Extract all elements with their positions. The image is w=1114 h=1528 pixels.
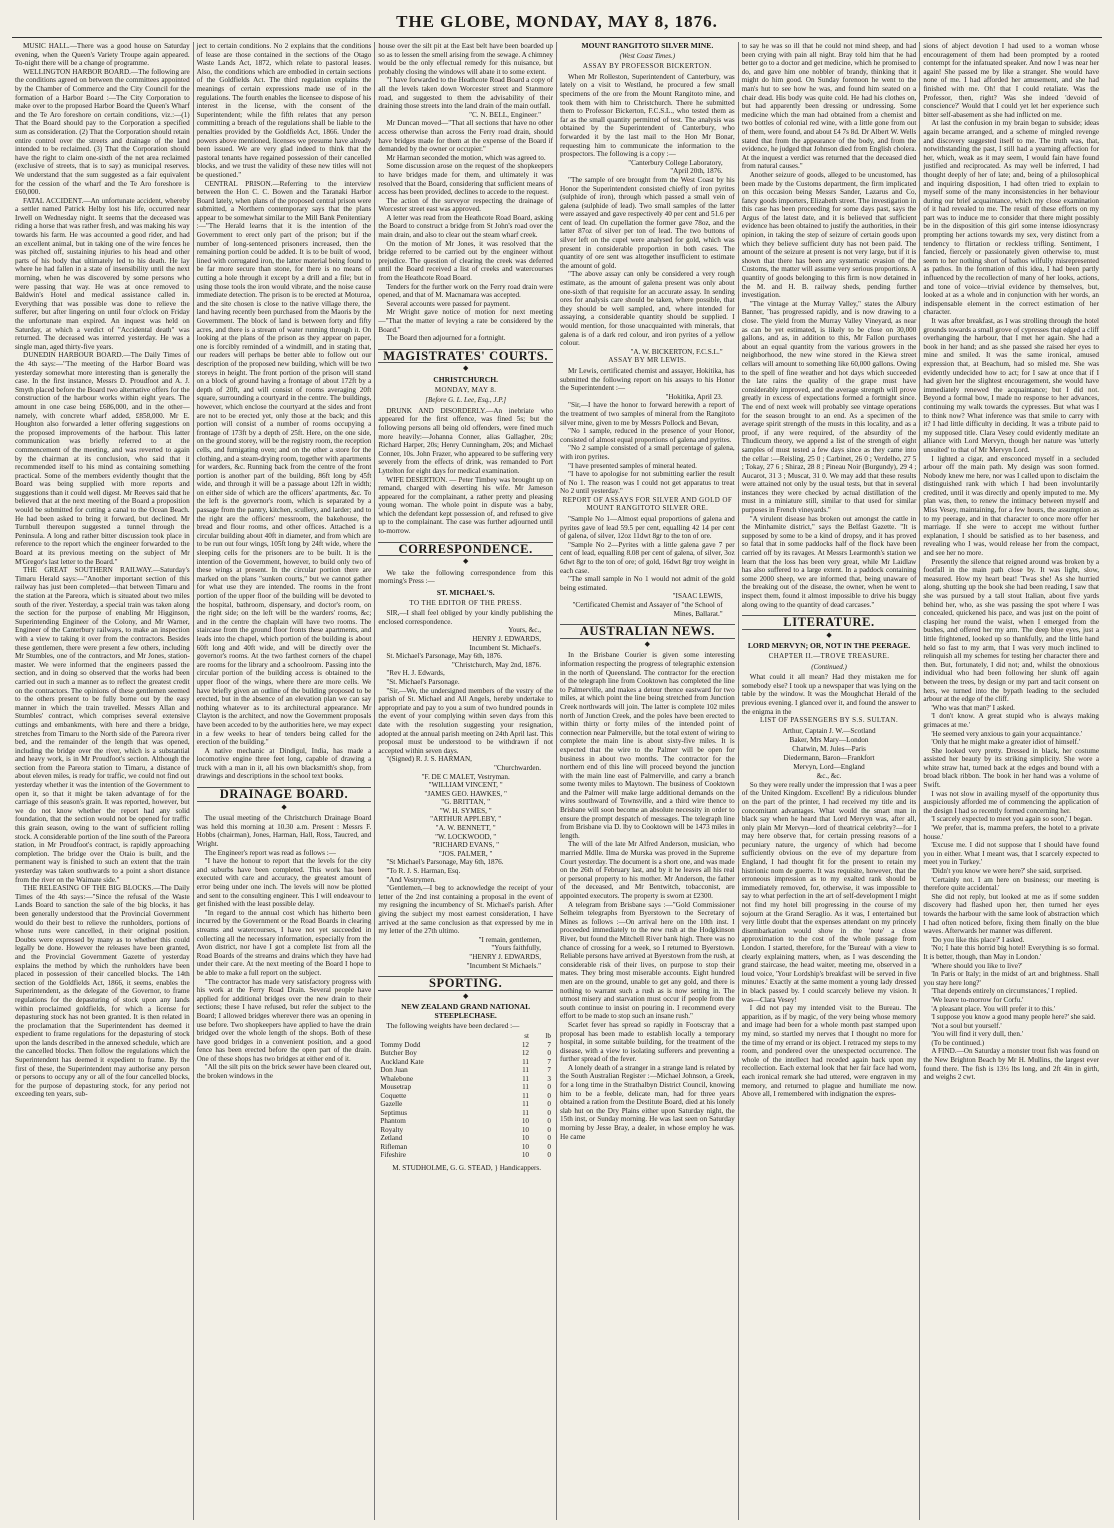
novel-para: I did not pay my intended visit to the Bureau. The apparition, as if by magic, of the very being whose memory and image had been for a whole month past stamped upon my mind, so startled my nerves that I thought no more for the time of my errand or its object. I retraced my steps to my room, and pondered over the unexpected occurrence. The whole of the intellect had receded again back upon my recollection. Each external look that her fair face had worn, each ironical remark she had uttered, were engraven in my memory, and returned to plague and humiliate me now. Above all, I remembered with indignation the expres-: [741, 1004, 917, 1099]
weights-cell-st: 10: [521, 1134, 530, 1143]
novel-para: A FIND.—On Saturday a monster trout fish was found on the New Brighton Beach by Mr H. Mullins, the largest ever found there. The fish is 13½ lbs long, and 2ft 4in in girth, and weighs 2 cwt.: [923, 1047, 1100, 1082]
novel-para: sions of abject devotion I had used to a woman whose encouragement of them had been prompted by a rooted contempt for the infatuated speaker. And now I was near her again! She passed me by like a stranger. She would have none of me. I had afforded her amusement, and she had finished with me. Oh! that I could retaliate. Was the Professor, then, right? Was she indeed 'devoid of conscience?' Would that I could yet let her experience such bitter self-abasement as she had inflicted on me.: [923, 42, 1100, 119]
article-native-mechanic: A native mechanic at Dindigul, India, has made a locomotive engine three feet long, capable of drawing a truck with a man in it, all his own blacksmith's shop, from drawings and descriptions in the school text books.: [196, 746, 372, 781]
weights-cell-st: 11: [522, 1083, 530, 1092]
drainage-para: "All the silt pits on the brick sewer have been cleared out, the broken windows in the: [196, 1063, 372, 1081]
court-bench: [Before G. L. Lee, Esq., J.P.]: [425, 396, 507, 405]
aus-para: Scarlet fever has spread so rapidly in Footscray that a proposal has been made to establish locally a temporary hospital, in some suitable building, for the treatment of the disease, with a view to isolating sufferers and preventing a further spread of the fever.: [560, 1020, 735, 1064]
drainage-para: A letter was read from the Heathcote Road Board, asking the Board to construct a bridge from St John's road over the main drain, and also to clear out the steam wharf creek.: [378, 213, 554, 240]
aus-para: "The vintage at the Murray Valley," states the Albury Banner, "has progressed rapidly, and is now drawing to a close. The yield from the Murray Valley Vineyard, as near as can be yet estimated, is likely to be close on 30,000 gallons, and as, in addition to this, Mr Fallon purchases about an equal quantity from the various growers in the neighborhood, the new wine stored in the Kiewa street cellars will amount to something like 60,000 gallons. Owing to the spell of fine weather and hot days which succeeded the late rains the quality of the grape must have considerably improved, and the average strength will prove greatly in excess of expectations formed a fortnight since. The end of next week will probably see vintage operations for the season brought to an end. As a specimen of the average spirit strength of the musts in this locality, and as a proof, if any were required, of the absurdity of the Thudicum theory, we append a list of the strength of eight samples of must tested a few days since as they came into the cellar :—Reisling, 25 0 ; Carbinet, 26 0 ; Verdelho, 27 5 ; Tokay, 27 6 ; Shiraz, 28 8 ; Pineau Noir (Burgundy), 29 4 ; Aucarot, 31 3 ; Muscat, 31 0. We may add that these results were attained not only by the usual tests, but that in several instances they were checked by actual distillation of the must in a miniature still, similar to that used for similar purposes in French vineyards.": [741, 299, 917, 515]
passenger-list: [742, 727, 917, 781]
novel-para: 'Didn't you know we were here?' she said, surprised.: [931, 867, 1082, 875]
mine-para: "Sir,—I have the honor to forward herewith a report of the treatment of two samples of mineral from the Rangitoto silver mine, given to me by Messrs Pollock and Bevan,: [560, 401, 735, 427]
drainage-para: Tenders for the further work on the Ferry road drain were opened, and that of M. Macnamara was accepted.: [378, 282, 554, 300]
novel-para: 'You will find it very dull, then.': [931, 1030, 1024, 1039]
columns: [12, 42, 1102, 1520]
weights-cell-st: 12: [521, 1049, 530, 1058]
mine-source: (West Coast Times.): [619, 51, 676, 60]
aus-para: Another seizure of goods, alleged to be uncustomed, has been made by the Customs department, the firm implicated on this occasion being Messrs Sander, Lazarus and Co, fancy goods importers, Elizabeth street. The investigation in this case has been proceeding for some days past, says the Argus of the latest date, and it is believed that sufficient evidence has been obtained to justify the authorities, in their opinion, in taking the step of seizure of certain goods upon which they believe sufficient duty has not been paid. The amount of the seizure at present is not very large, but if it is shown that there has been any systematic evasion of the Customs, the matter will assume very serious proportions. A quantity of goods belonging to this firm is now detained in the M. and H. B. railway sheds, pending further investigation.: [741, 170, 917, 300]
corr-para: "Christchurch, May 2nd, 1876.: [451, 660, 542, 669]
weights-cell-horse: Whalebone: [380, 1074, 414, 1083]
signer: "W. H. SYMES, ": [439, 806, 492, 815]
corr-para: SIR,—I shall feel obliged by your kindly publishing the enclosed correspondence.: [378, 609, 554, 626]
section-heading-literature: LITERATURE.: [742, 615, 917, 630]
novel-para: 'I suppose you know a good many people here?' she said.: [931, 1013, 1096, 1022]
weights-cell-lb: 0: [547, 1049, 552, 1058]
section-heading-sporting: SPORTING.: [378, 976, 553, 991]
signer-list: [378, 773, 553, 859]
weights-cell-st: 10: [521, 1151, 530, 1160]
mine-para: "The small sample in No 1 would not admit of the gold being estimated.: [560, 575, 735, 592]
drainage-para: The usual meeting of the Christchurch Drainage Board was held this morning at 10.30 a.m. Present : Messrs F. Hobbs (chairman), Jones, Harman, Hall, Ross, Taucred, and Wright.: [196, 814, 372, 849]
weights-row: [378, 1151, 553, 1160]
weights-row: [378, 1143, 553, 1152]
weights-row: [378, 1100, 553, 1109]
weights-cell-st: 11: [522, 1108, 530, 1117]
corr-para: "To R. J. S. Harman, Esq.: [386, 867, 461, 876]
mine-title: MOUNT RANGITOTO SILVER MINE.: [581, 42, 714, 50]
signer: "JAMES GEO. HAWKES, ": [424, 789, 507, 798]
drainage-para: The Engineer's report was read as follows :—: [204, 848, 336, 857]
passenger: Mervyn, Lord—England: [793, 762, 865, 771]
novel-continued: (Continued.): [811, 662, 847, 671]
masthead: [12, 8, 1102, 38]
weights-cell-st: 10: [521, 1125, 530, 1134]
aus-para: "A virulent disease has broken out amongst the cattle in the Minhamite district," says the Belfast Gazette. "It is supposed by some to be a kind of dropsy, and it has proved so fatal that in some paddocks half of the flock have been carried off by its ravages. At Messrs Learmonth's station we learn that the loss has been very great, while Mr Laidlaw has also suffered to a large extent. In a paddock containing some 2000 sheep, we are informed that, being unaware of the breaking out of the disease, the owner, when he went to inspect them, found it almost impossible to drive his buggy along owing to the quantity of dead carcases.": [741, 514, 917, 609]
weights-cell-st: 11: [522, 1057, 530, 1066]
weights-cell-lb: 0: [547, 1117, 552, 1126]
article-dunedin-harbour: DUNEDIN HARBOUR BOARD.—The Daily Times of the 4th says:—"The meeting of the Harbor Board was yesterday somewhat more interesting than is generally the case. In the first instance, Messrs D. Proudfoot and A. J. Smyth placed before the Board two alternative offers for the construction of the harbour works within eight years. The amount in one case being £686,000, and in the other—namely, with concrete wharf added, £858,000. Mr E. Houghton also forwarded a letter offering suggestions on the proposed improvements of the harbour. This latter communication was briefly referred to at the commencement of the meeting, and was reverted to again by the chairman at its conclusion, who said that it recommended itself to his mind as containing something practical. Some of the members evidently thought that the Board was being supplied with more reports and suggestions than it could well digest. Mr Reeves said that he believed that at the next meeting of the Board a proposition would be submitted for cutting a canal to the Ocean Beach. He had been asked to bring it forward, but declined. Mr Turnbull thereupon suggested a tunnel through the Peninsula. A long and rather bitter discussion took place in reference to the report which the engineer forwarded to the Board at its previous meeting on the subject of Mr M'Gregor's last letter to the Board.": [15, 351, 190, 566]
weights-row: [378, 1066, 553, 1075]
mine-para: "Sample No 2—Pyrites with a little galena gave 7 per cent of lead, equalling 8.08 per cent of galena, of silver, 3oz 6dwt 8gr to the ton of ore; of gold, 16dwt 8gr troy weight in each case.: [560, 540, 735, 575]
signer: "F. DE C MALET, Vestryman.: [421, 772, 510, 781]
column-2: [194, 42, 376, 1520]
novel-para: Presently the silence that reigned around was broken by a footfall in the main path close by. It was light, slow, measured. How my heart beat! 'Twas she! As she hurried along, shutting up the book she had been reading, I saw that she was pursued by a tall stout Italian, about five yards behind her, who, as she was passing the spot where I was concealed, quickened his pace, and was just on the point of clasping her round the waist, when I emerged from the bushes, and offered her my arm. The deep blue eyes, just a little frightened, looked up so thankfully, and the little hand held so fast to my arm, that I was very much inclined to relinquish all my schemes for testing her character there and then. But, fortunately, I did not; and, whilst the obnoxious individual who had been following her slunk off again between the trees, by design or my part and tacit consent on hers, we turned into the bypath leading to the secluded arbour at the edge of the cliff.: [923, 557, 1100, 704]
corr-para: "Churchwarden.: [493, 763, 542, 772]
signer: "A. W. BENNETT, ": [435, 824, 496, 833]
novel-para: 'That depends entirely on circumstances,' I replied.: [931, 987, 1078, 996]
aus-para: In the Brisbane Courier is given some interesting information respecting the progress of telegraphic extension in the north of Queensland. The contractor for the erection of the telegraph line from Cooktown has completed the line to Palmerville, and makes a detour thence eastward for two miles, at which point the line being stretched from Junction Creek northwards will join. The latter is complete 102 miles north of Junction Creek, and the poles have been erected to within thirty or forty miles of the intended point of connection near Palmerville, but the total extent of wiring to complete the main line is about sixty-five miles. It is expected that the wire to the Palmer will be open for business in about two months. The contractor for the northern end of this line will proceed beyond the junction with the main line east of Palmerville, and carry a branch some twenty miles to Maytown. The business of Cooktown and the Palmer will make large additional demands on the wires southward of Townsville, and a third wire thence to Brisbane will soon become an absolute necessity in order to ensure the prompt despatch of messages. The telegraph line from Brisbane via D. lby to Cooktown will be 1473 miles in length.: [560, 651, 735, 840]
weights-cell-st: 11: [522, 1100, 530, 1109]
mine-para: "Canterbury College Laboratory,: [628, 158, 723, 167]
weights-cell-horse: Coquette: [380, 1091, 407, 1100]
divider-ornament: ◆: [462, 364, 469, 373]
article-wellington-harbor: WELLINGTON HARBOR BOARD.—The following are the conditions agreed on between the committees appointed by the Chamber of Commerce and the City Council for the formation of a Harbor Board :—The City Corporation to make over to the proposed Harbor Board the Queen's Wharf and the Te Aro foreshore on certain conditions, viz.:—(1) That the Board should pay to the Corporation a specified sum as consideration. (2) That the Corporation should retain entire control over the streets and drainage of the land intended to be reclaimed. (3) That the Corporation should have the right to claim one-sixth of the net area reclaimed (exclusive of streets, that is to say) as municipal reserves. We understand that the sum suggested as a fair equivalent for the cession of the wharf and the Te Aro foreshore is £60,000.: [15, 67, 190, 197]
signer: "WILLIAM VINCENT, ": [428, 781, 503, 790]
sport-intro: The following weights have been declared :—: [386, 1021, 520, 1030]
weights-cell-lb: 0: [547, 1083, 552, 1092]
drainage-para: "I have the honour to report that the levels for the city and suburbs have been completed. This work has been executed with care and accuracy, the greatest amount of error being under one inch. The levels will now be plotted and sent to the consulting engineer. This I will endeavour to get finished with the least possible delay.: [196, 857, 372, 909]
corr-para: "St Michael's Parsonage, May 6th, 1876.: [386, 858, 504, 867]
section-heading-australian-news: AUSTRALIAN NEWS.: [560, 624, 735, 639]
weights-row: [378, 1109, 553, 1118]
divider-ornament: ◆: [281, 802, 287, 811]
article-southern-railway: THE GREAT SOUTHERN RAILWAY.—Saturday's Timaru Herald says:—"Another important section of this railway has just been completed—that between Timaru and the station at the Pareora, which is situated about two miles south of the river. Yesterday, a special train was taken along the section for the purpose of enabling Mr Higginson, Superintending Engineer of the Colony, and Mr Warner, Engineer of the Canterbury railways, to make an inspection with a view to taking it over from the contractors. Besides these gentlemen, there were present a few others, including Mr Stumbles, one of the contractors, and Mr Jones, station-master. We were informed that the engineers passed the section, and in doing so observed that the works had been carried out in such a manner as to reflect the greatest credit on the contractors. The opinions of these gentlemen seemed to the others present to be fully borne out by the easy manner in which the train travelled. Messrs Allan and Stumbles' contract, which comprises several extensive cuttings and embankments, with here and there a bridge, stretches from Timaru to the North side of the Pareora river bed, and the remainder of the length that was opened, including the bridge over the river, which is a substantial and heavy work, is in Mr Proudfoot's section. Although the section from the Pareora station to Timaru, a distance of about eleven miles, is ready for traffic, we could not find out yesterday whether it was the intention of the Government to open it, so that it might be taken advantage of for the carriage of this season's grain. It was reported, however, but we do not know whether the report had any solid foundation, that the section would not be opened for traffic this grain season, owing to the want of sufficient rolling stock. A considerable portion of the line south of the Pareora station, in Mr Proudfoot's contract, is rapidly approaching completion. The bridge over the Otaio is built, and the permanent way is finished to such an extent that the train yesterday was taken southwards to a point a short distance from the river on the Waimate side.": [15, 566, 190, 884]
corr-para: "HENRY J. EDWARDS,: [469, 952, 542, 961]
mine-para: "No 2 sample consisted of a small percentage of galena, with iron pyrites.: [560, 444, 735, 461]
weights-col-lb: lb: [545, 1032, 552, 1041]
novel-para: 'In Paris or Italy; in the midst of art and brightness. Shall you stay here long?': [923, 970, 1100, 987]
novel-para: 'We leave to-morrow for Corfu.': [931, 995, 1024, 1004]
passenger: Arthur, Captain J. W.—Scotland: [782, 726, 876, 735]
novel-para: 'Do you like this place?' I asked.: [931, 935, 1025, 944]
drainage-para: The action of the surveyor respecting the drainage of Worcester street east was approved.: [378, 196, 554, 214]
divider-ornament: ◆: [462, 991, 469, 1000]
corr-para: "(Signed) R. J. S. HARMAN,: [386, 755, 472, 764]
novel-para: 'No; I hate this horrid big hotel! Everything is so formal. It is better, though, than May in London.': [923, 944, 1100, 961]
weights-row: [378, 1058, 553, 1067]
novel-para: 'Certainly not. I am here on business; our meeting is therefore quite accidental.': [923, 875, 1100, 893]
article-central-prison: CENTRAL PRISON.—Referring to the interview between the Hon C. C. Bowen and the Taranaki Harbor Board lately, when plans of the proposed central prison were submitted, a Northern contemporary says that the plans appear to be somewhat similar to the Mill Bank Penitentiary :—"The Herald learns that it is the intention of the Government to erect only part of the prison; but if the number of long-sentenced prisoners increased, then the remaining portion could be added. It is to be built of wood, lined with corrugated iron, the latter material being found to be far more secure than stone, for there is no means of cutting a hole through it except by a drill and a file; but in using those tools the iron would vibrate, and the noise cause immediate detection. The prison is to be erected at Moturoa, and the site chosen is close to the native village there, the land having recently been purchased from the Maoris by the Government. The block of land is between forty and fifty acres, and there is a stream of water running through it. On looking at the plans of the prison as they appear on paper, one is forcibly reminded of a windmill, and in stating that, our readers will perhaps be better able to follow out our description of the proposed new building, which will be two storeys in height. The front portion of the prison will stand on a block of ground having a frontage of about 172ft by a depth of 20ft, and will consist of rooms averaging 20ft square, surrounding a courtyard in the centre. The buildings, however, which enclose the courtyard at the sides and front are not to be erected yet, only those at the back; and this portion will consist of a number of rooms occupying a frontage of 173ft by a depth of 25ft. Here, on the one side, on the ground storey, will be the registry room, the reception cells, and fumigating oven; and on the other a store for the clothing, and a steam-drying room, together with apartments for warders, &c. Running back from the centre of the front portion is another part of the building, 86ft long by 45ft wide, and through it will be a passage about 12ft in width; on either side of which are the officers' apartments, &c. To the left is the governor's room, which is separated by a passage from the pantry, kitchen, scullery, and larder; and to the right are the officers' messroom, the bakehouse, the bread and flour rooms, and other offices. Attached is a circular building about 40ft in diameter, and from which are to be run out four wings, 105ft long by 24ft wide, where the sleeping cells for the prisoners are to be built. It is the intention of the Government, however, to build only two of these wings at present. In the circular portion there are marked on the plans "sunken courts," but we cannot gather for what use they are intended. The rooms in the front portion of the upper floor of the building will be devoted to the hospital, bathroom, dispensary, and doctor's room, on the right side; on the left will be the warders' rooms, &c; and in the centre the chaplain will have two rooms. The staircase from the ground floor fronts these apartments, and leads into the chapel, which portion of the building is about 60ft long and 40ft wide, and will be directly over the governor's rooms. At the two farthest corners of the chapel are rooms for the library and a schoolroom. Passing into the circular portion of the building access is obtained to the upper floor of the wings, where there are more cells. We have briefly given an outline of the building proposed to be erected, but in the absence of an elevation plan we can say nothing whatever as to its architectural appearance. Mr Clayton is the architect, and now the Government proposals have been acceded to by the authorities here, we may expect in a few weeks to hear of tenders being called for the erection of the building.": [196, 179, 372, 747]
court-case: WIFE DESERTION. — Peter Timbey was brought up on remand, charged with deserting his wife. Mr Jameson appeared for the complainant, a rather pretty and pleasing young woman. The whole point in dispute was a baby, which the defendant kept possession of, and refused to give up to the complainant. The case was further adjourned until to-morrow.: [378, 475, 554, 536]
weights-table: [378, 1032, 553, 1160]
section-heading-correspondence: CORRESPONDENCE.: [378, 542, 553, 557]
drainage-para: "I have forwarded to the Heathcote Road Board a copy of all the levels taken down Worcester street and Stanmore road, and suggested to them the advisability of their draining those streets into the land drain of the main outfall.: [378, 76, 554, 111]
drainage-para: The Board then adjourned for a fortnight.: [386, 334, 506, 343]
weights-cell-lb: 0: [547, 1125, 552, 1134]
weights-cell-horse: Mousetrap: [380, 1083, 412, 1092]
corr-para: Incumbent St. Michael's.: [469, 643, 542, 652]
novel-para: She looked very pretty. Dressed in black, her costume assisted her beauty by its striking simplicity. She wore a white straw hat, turned back at the edges and bound with a broad black ribbon. The book in her hand was a volume of Swift.: [923, 746, 1100, 790]
weights-cell-horse: Phantom: [380, 1117, 406, 1126]
mine-para: "Certificated Chemist and Assayer of "the School of Mines, Ballarat.": [572, 601, 723, 618]
weights-row: [378, 1083, 553, 1092]
corr-heading: ST. MICHAEL'S.: [436, 588, 495, 598]
signature: "C. N. BELL, Engineer.": [469, 110, 542, 119]
mine-assay-heading: ASSAY BY PROFESSOR BICKERTON.: [582, 62, 712, 71]
weights-cell-horse: Auckland Kate: [380, 1057, 424, 1066]
corr-para: "Incumbent St Michaels.": [466, 961, 542, 970]
weights-col-st: st: [524, 1032, 530, 1041]
signer: "G. BRITTAN, ": [441, 798, 491, 807]
corr-para: Yours, &c.,: [508, 626, 542, 635]
corr-para: "Yours faithfully,: [491, 944, 542, 953]
corr-intro: We take the following correspondence from this morning's Press :—: [378, 568, 554, 586]
novel-para: 'Who was that man?' I asked.: [931, 703, 1015, 712]
weights-row: [378, 1075, 553, 1084]
weights-cell-horse: Zetland: [380, 1134, 403, 1143]
aus-para: A lonely death of a stranger in a strange land is related by the South Australian Register :—Michael Johnson, a Greek, for a long time in the Strathalbyn District Council, knowing him to be a feeble, delicate man, had for three years obtained a ration from the Destitute Board, died at his lonely slab hut on the Dry Plains either upon Saturday night, the 15th inst, or Sunday morning. He was last seen on Saturday morning by Jesse Bray, a dealer, in whose employ he was. He came: [560, 1063, 735, 1141]
mine-para: "April 20th, 1876.: [670, 167, 723, 176]
section-heading-drainage: DRAINAGE BOARD.: [197, 787, 372, 802]
novel-para: 'A pleasant place. You will prefer it to this.': [931, 1004, 1056, 1013]
weights-header: [378, 1032, 553, 1041]
column-5: [739, 42, 921, 1520]
novel-para: 'I don't know. A great stupid who is always making grimaces at me.': [923, 712, 1100, 729]
aus-para: A telegram from Brisbane says :—"Gold Commissioner Selheim telegraphs from Byerstown to the Secretary of Mines as follows :—On arrival here on the 10th inst. I proceeded immediately to the new rush at the Hodgkinson River, but found the Mitchell River bank high. There was no chance of crossing for a week, so I returned to Byerstown. Reliable persons have arrived at Byerstown from the rush, at considerable risk of their lives, on purpose to stop their mates. They bring most miserable accounts. Eight hundred men are on the ground, unable to get any gold, and there is nothing to warrant such a rush as is now setting in. The utmost misery and starvation must occur if people from the south continue to insist on pouring in. I recommend every effort to be made to stop such an insane rush.": [560, 900, 735, 1021]
weights-cell-lb: 0: [547, 1142, 552, 1151]
novel-para: So they were really under the impression that I was a peer of the United Kingdom. Excellent! By a ridiculous blunder on the part of the printer, I had received my title and its concomitant advantages. What would the smart man in black say when he heard that Lord Mervyn was, after all, only plain Mr Mervyn—lord of theatrical celebrity?—for I may here observe that, for certain pressing reasons of a pecuniary nature, the urgency of which had become sufficiently obvious on the eve of my departure from England, I had thought fit for the present to retain my histrionic nom de guerre. It was requisite, however, that the erroneous impression as to my exalted rank should be immediately removed, for, otherwise, it was impossible to say to what perfection in the art of self-development I might not find my hotel bill progressing in the course of my sojourn at the Grand Seraglio. As it was, I entertained but very little doubt that the expenses attendant on my princely disembarkation would show in the 'note' a close approximation to the cost of the whole passage from London. I started, therefore, for the 'Bureau' with a view to clearly explaining matters, when, as I was descending the grand staircase, the head waiter, meeting me, observed in a loud voice, 'Your Lordship's breakfast will be served in five minutes.' Exactly at the same moment a young lady dressed in black passed by. I could scarcely believe my vision. It was—Clara Vesey!: [741, 780, 917, 1004]
weights-row: [378, 1041, 553, 1050]
corr-para: "St. Michael's Parsonage.: [386, 677, 460, 686]
weights-cell-lb: 0: [547, 1100, 552, 1109]
mine-report-heading: REPORT OF ASSAYS FOR SILVER AND GOLD OF MOUNT RANGITOTO SILVER ORE.: [562, 495, 733, 513]
corr-to: TO THE EDITOR OF THE PRESS.: [409, 598, 522, 607]
column-6: [920, 42, 1102, 1520]
weights-cell-st: 11: [522, 1091, 530, 1100]
mine-para: "Sample No 1—Almost equal proportions of galena and pyrites gave of lead 59.5 per cent, equalling 42 14 per cent of galena, of silver, 12oz 11dwt 8gr to the ton of ore.: [560, 515, 735, 541]
drainage-para: Mr Duncan moved—"That all sections that have no other access otherwise than across the Ferry road drain, should have bridges made for them at the expense of the Board if demanded by the owner or occupier.": [378, 119, 554, 154]
weights-cell-lb: 0: [547, 1108, 552, 1117]
novel-para: 'He seemed very anxious to gain your acquaintance.': [931, 729, 1083, 738]
corr-para: "And Vestrymen.: [386, 875, 436, 884]
mine-para: "ISAAC LEWIS,: [672, 592, 723, 601]
novel-title: LORD MERVYN; OR, NOT IN THE PEERAGE.: [747, 641, 911, 651]
weights-cell-lb: 0: [547, 1091, 552, 1100]
mine-para: "I have to apologise for not submitting earlier the result of No 1. The reason was I could not get apparatus to treat No 2 until yesterday.": [560, 470, 735, 496]
column-4: [557, 42, 739, 1520]
novel-para: 'Where should you like to live?': [931, 961, 1023, 970]
court-case: DRUNK AND DISORDERLY.—An inebriate who appeared for the first offence, was fined 5s; but the following persons all being old offenders, were fined much more heavily:—Johanna Conner, alias Gallagher, 20s; Richard Harper, 20s; Henry Cunningham, 20s; and Michael Conner, 10s. John Frazer, who appeared to be suffering very severely from the effects of drink, was remanded to Port Lyttelton for eight days for medical examination.: [378, 406, 554, 475]
drainage-para: Mr Wright gave notice of motion for next meeting—"That the matter of levying a rate be considered by the Board.": [378, 308, 554, 334]
mine-assay-heading: ASSAY BY MR LEWIS.: [608, 356, 687, 365]
novel-para: 'I scarcely expected to meet you again so soon,' I began.: [931, 815, 1093, 824]
weights-cell-horse: Gazelle: [380, 1100, 403, 1109]
weights-cell-lb: 7: [547, 1057, 552, 1066]
aus-para: The will of the late Mr Alfred Anderson, musician, who married Mdlle. Ilma de Murska was proved in the Supreme Court yesterday. The document is a short one, and was made on the 26th of February last, and by it he leaves all his real or personal property to his mother. Mr Anderson, the father of the deceased, and Mr Bentwitch, tobacconist, are appointed executors. The property is sworn at £2300.: [560, 840, 735, 900]
weights-cell-horse: Fifeshire: [380, 1151, 406, 1160]
drainage-para: Some discussion arose on the request of the shopkeepers to have bridges made for them, and ultimately it was resolved that the Board, considering that sufficient means of access has been provided, declines to accede to the request.: [378, 162, 554, 197]
weights-cell-horse: Tommy Dodd: [380, 1040, 421, 1049]
novel-para: She did not reply, but looked at me as if some sudden discovery had flashed upon her, then turned her eyes towards the harbour with the same look of abstraction which I had often noticed before, fixing them finally on the blue waves. Afterwards her manner was different.: [923, 892, 1100, 936]
novel-para: 'Not a soul but yourself.': [931, 1021, 1002, 1030]
section-heading-magistrates: MAGISTRATES' COURTS.: [378, 349, 553, 364]
article-big-blocks: THE RELEASING OF THE BIG BLOCKS.—The Daily Times of the 4th says:—"Since the refusal of the Waste Lands Board to sanction the sale of the big blocks, it has been generally understood that the Provincial Government would do their best to relieve the runholders, portions of whose runs were cancelled, in their original position. Doubts were expressed by many as to whether this could legally be done. However the releases have been granted, and the Provincial Government Gazette of yesterday explains the method by which the runholders have been placed in possession of their cancelled blocks. The 14th section of the Goldfields Act, 1866, it seems, enables the Superintendent, as the delegate of the Governor, to frame regulations for the depasturing of stock upon any lands within proclaimed goldfields, for which a license for depasturing stock has not been granted. It is then related in the proclamation that the Superintendent has deemed it expedient to frame regulations for the depasturing of stock upon the lands described in the annexed schedule, which are the cancelled blocks. Then follow the regulations which the Superintendent has deemed it expedient to frame. By the first of these, the Superintendent may authorise any person or persons to occupy any or all of the four cancelled blocks, for the purpose of depasturing stock, for any period not exceeding ten years, sub-: [15, 884, 190, 1099]
drainage-para: "In regard to the annual cost which has hitherto been incurred by the Government or the Road Boards in clearing streams and watercourses, I have not yet succeeded in collecting all the necessary information, especially from the Avon district, nor have I got a complete list from all the Road Boards of the streams and drains which they have had under their care. At the next meeting of the Board I hope to be able to make a full report on the subject.: [196, 908, 372, 977]
weights-cell-horse: Don Juan: [380, 1066, 408, 1075]
signer: "ARTHUR APPLEBY, ": [430, 815, 502, 824]
weights-row: [378, 1049, 553, 1058]
mine-para: "The sample of ore brought from the West Coast by his Honor the Superintendent consisted chiefly of iron pyrites (sulphide of iron), through which passed a small vein of galena (sulphide of lead). Two small samples of the latter were assayed and gave respectively 40 per cent and 51.6 per cent of lead. On cupellation the former gave 78oz, and the latter 87oz of silver per ton of lead. The two buttons of silver left on the cupel were analysed for gold, which was present in considerable proportion in both cases. The quantity of ore sent was altogether insufficient to estimate the amount of gold.: [560, 175, 735, 270]
divider-ornament: ◆: [826, 630, 832, 639]
novel-para: 'Only that he might make a greater idiot of himself.': [931, 738, 1081, 747]
novel-para: (To be continued.): [931, 1038, 985, 1047]
page-title: THE GLOBE, MONDAY, MAY 8, 1876.: [396, 12, 718, 31]
weights-cell-horse: Royalty: [380, 1125, 404, 1134]
drainage-para: house over the silt pit at the East belt have been boarded up so as to lessen the smell arising from the sewage. A chimney would be the only effectual remedy for this nuisance, but probably closing the windows will abate it to some extent.: [378, 42, 554, 76]
novel-para: 'Excuse me. I did not suppose that I should have found you in either. What I meant was, that I scarcely expected to meet you in Turkey.': [923, 841, 1100, 867]
novel-para: At last the confusion in my brain began to subside; ideas again became arranged, and a scheme of mingled revenge and discovery suggested itself to me. The truth was, that, notwithstanding the past, I still had a yearning affection for her, which, weak as it may seem, I would fain have found justified and reciprocated. As may well be inferred, I had thought deeply of her of late; and, being of a philosophical and inquiring disposition, I had often tried to explain to myself some of the many inconsistencies in her behaviour during our brief acquaintance, which my close examination of it had revealed to me. The result of these efforts on my part was to induce me to consider that there might possibly be in the disposition of this girl some intense idiosyncrasy prompting her actions towards my sex, very distinct from a tendency to flirtation or reckless trifling. Sentiment, I fancied, fiercely or passionately given otherwise to, must seem to her nothing short of bathos wilfully misrepresented as pathos. In the formation of this idea, I had been partly influenced by the recollection of many of her looks, actions, and tone of voice—trivial evidence by themselves, but, looked at as a whole and in conjunction with her words, an indispensable element in the correct estimation of her character.: [923, 119, 1100, 317]
weights-cell-horse: Butcher Boy: [380, 1049, 417, 1058]
weights-cell-lb: 0: [547, 1134, 552, 1143]
mine-para: Mr Lewis, certificated chemist and assayer, Hokitika, has submitted the following report on his assays to his Honor the Superintendent :—: [560, 366, 735, 393]
divider-ornament: ◆: [644, 639, 651, 648]
drainage-para: "The contractor has made very satisfactory progress with his work at the Ferry Road Drain. Several people have applied for additional bridges over the new drain to their sections; these I have refused, but refer the subject to the Board; I allowed bridges wherever there was an opening in use before. Two shopkeepers have applied to have the drain bridged over the whole length of the shops. Both of these have good bridges in a convenient position, and a good fence has been erected before the open part of the drain. One of these shops has two bridges at either end of it.: [196, 977, 372, 1063]
mine-para: When Mr Rolleston, Superintendent of Canterbury, was lately on a visit to Westland, he procured a few small specimens of the ore from the Mount Rangitoto mine, and took them with him to Christchurch. There he submitted them to Professor Bickerton, F.C.S.L., who tested them as far as the small quantity permitted of test. The analysis was obtained by the Superintendent of Canterbury, who forwarded it by the last mail to the Hon Mr Bonar, requesting him to communicate the information to the prospectors. The following is a copy :—: [560, 72, 735, 159]
weights-cell-st: 11: [522, 1074, 530, 1083]
novel-para: What could it all mean? Had they mistaken me for somebody else? I took up a newspaper that was lying on the table by the window. It was the Moughchat Herald of the previous evening. I glanced over it, and found the answer to the enigma in the: [741, 673, 917, 716]
signer: "RICHARD EVANS, ": [432, 841, 499, 850]
weights-cell-horse: Rifleman: [380, 1142, 408, 1151]
passenger-list-heading: LIST OF PASSENGERS BY S.S. SULTAN.: [759, 716, 899, 725]
divider-ornament: ◆: [462, 557, 469, 566]
sport-heading: NEW ZEALAND GRAND NATIONAL STEEPLECHASE.: [401, 1002, 531, 1020]
drainage-para: Several accounts were passed for payment.: [386, 299, 511, 308]
novel-para: 'We prefer, that is, mamma prefers, the hotel to a private house.': [923, 824, 1100, 841]
signer: "W. LOCKWOOD, ": [435, 832, 497, 841]
mine-para: "Hokitika, April 23.: [665, 392, 723, 401]
novel-para: It was after breakfast, as I was strolling through the hotel grounds towards a small grove of cypresses that edged a cliff overhanging the harbour, that I met her again. She had a book in her hand; and as she passed she raised her eyes to mine and smiled. It was the same ironical, amused expression that, at Beachum, had so misled me. She was evidently undecided how to act; for I saw at once that if I had given her the slightest encouragement, she would have immediately renewed the acquaintance; but I did not. Beyond a formal bow, I made no response to her advances, continuing my walk towards the cypresses. But what was I to think now? What inference was that smile to carry with it? I had little difficulty in deciding. It was a tribute paid to my supposed title. Clara Vesey could evidently meditate an alliance with Lord Mervyn, though her nature was 'utterly unsuited' to that of Mr Mervyn Lord.: [923, 317, 1100, 454]
court-place: CHRISTCHURCH.: [433, 374, 499, 384]
article-big-blocks-cont: ject to certain conditions. No 2 explains that the conditions of lease are those contained in the sections of the Otago Waste Lands Act, 1872, which relate to pastoral leases. Also, the conditions which are embodied in certain sections of the Goldfields Act. The third regulation explains the meanings of certain expressions made use of in the regulations. The fourth enables the licensee to dispose of his interest in the license, with the consent of the Superintendent; while the fifth relates that any person committing a breach of the regulations shall be liable to the penalties provided by the Goldfields Act, 1866. Under the powers above mentioned, licenses we presume have already been issued. We are very glad indeed to think that the pastoral tenants have regained possession of their cancelled blocks, and we trust the validity of these new titles will not be questioned.": [196, 42, 372, 179]
column-1: [12, 42, 194, 1520]
corr-para: St. Michael's Parsonage, May 6th, 1876.: [386, 652, 503, 661]
weights-cell-lb: 3: [547, 1074, 552, 1083]
novel-para: I was not slow in availing myself of the opportunity thus auspiciously afforded me of commencing the application of the design I had so recently formed concerning her.: [923, 789, 1100, 815]
mine-para: "A. W. BICKERTON, F.C.S.L.": [630, 347, 723, 356]
weights-row: [378, 1126, 553, 1135]
passenger: Baker, Mrs Mary—London: [789, 735, 869, 744]
corr-para: "I remain, gentlemen,: [478, 935, 542, 944]
passenger: Chatwin, M. Jules—Paris: [792, 744, 866, 753]
mine-para: "The above assay can only be considered a very rough estimate, as the amount of galena present was only about one-sixth of that requisite for an accurate assay. In sending ores for analysis care should be taken, where possible, that they should be well sampled, and, where intended for assaying, a considerable quantity should be supplied. I would mention, for those unacquainted with minerals, that galena is of a dark red colour, and iron pyrites of a yellow colour.: [560, 270, 735, 348]
weights-cell-st: 10: [521, 1117, 530, 1126]
mine-para: "I have presented samples of mineral heated.: [568, 461, 697, 470]
corr-para: "Rev H. J. Edwards,: [386, 669, 445, 678]
aus-para: to say he was so ill that he could not mind sheep, and had been crying with pain all night. Bray told him that he had better go to a doctor and get medicine, which he promised to do, and gave him one nobbler of brandy, thinking that it might do him good. On Sunday forenoon he went to the man's hut to see how he was, and found him seated on a chair dead. His body was quite cold. He had his clothes on, but had apparently been dressing or undressing. Some medicine which the man had obtained from a chemist and two bottles of colonial red wine, with a little gone from out of them, were found, and about £4 7s 8d. Dr Albert W. Wells stated that from the appearance of the body, and from the evidence, he judged that Johnson died from English cholera. At the inquest a verdict was returned that the deceased died from natural causes.": [741, 42, 917, 171]
drainage-para: Mr Harman seconded the motion, which was agreed to.: [386, 153, 546, 162]
weights-cell-st: 11: [522, 1066, 530, 1075]
weights-cell-lb: 0: [547, 1151, 552, 1160]
novel-chapter: CHAPTER II.—TROVE TREASURE.: [768, 651, 890, 660]
drainage-para: On the motion of Mr Jones, it was resolved that the bridge referred to be carried out by the engineer without prejudice. The question of clearing the creek was deferred until the Board received a list of creeks and watercourses from the Heathcote Road Board.: [378, 239, 554, 283]
weights-cell-lb: 7: [547, 1040, 552, 1049]
handicappers: M. STUDHOLME, G. G. STEAD, } Handicappers.: [392, 1163, 542, 1172]
weights-cell-st: 12: [521, 1040, 530, 1049]
passenger: &c., &c.: [816, 771, 842, 780]
mine-para: "No 1 sample, reduced in the presence of your Honor, consisted of almost equal proportions of galena and pyrites.: [560, 427, 735, 444]
corr-para: HENRY J. EDWARDS,: [472, 635, 542, 643]
weights-row: [378, 1134, 553, 1143]
article-fatal-accident: FATAL ACCIDENT.—An unfortunate accident, whereby a settler named Patrick Helby lost his life, occurred near Irwell on Wednesday night. It seems that the deceased was riding a horse that was rather fresh, and was making his way towards his farm. He was accounted a good rider, and had an excellent animal, but in taking one of the wire fences he was pitched off, sustaining injuries to his head and other parts of his body that ultimately led to his death. He lay where he had fallen in a state of insensibility until the next morning, when he was discovered by some persons who were passing that way. He was at once removed to Baldwin's Hotel and medical assistance called in. Everything that was possible was done to relieve the sufferer, but after lingering on until four o'clock on Friday the unfortunate man expired. An inquest was held on Saturday, at which a verdict of "Accidental death" was returned. The deceased was interred yesterday. He was a single man, aged thirty-five years.: [15, 196, 190, 351]
weights-cell-lb: 7: [547, 1066, 552, 1075]
weights-row: [378, 1117, 553, 1126]
signer: "JOS. PALMER, ": [438, 849, 493, 858]
novel-para: I lighted a cigar, and ensconced myself in a secluded arbour off the main path. My design was soon formed. Nobody knew me here, nor was I called upon to disclaim the distinguished rank with which I had been involuntarily credited, until it was directly and openly imputed to me. My plan was, then, to renew the intimacy between myself and Miss Vesey, maintaining, for a few hours, the assumption as to my peerage, and in that character to once more offer her marriage. If she were to accept me without further explanation, I should be satisfied as to her baseness, and revealing who I was, would release her from the compact, and see her no more.: [923, 454, 1100, 558]
weights-cell-horse: Septimus: [380, 1108, 408, 1117]
passenger: Diedermann, Baron—Frankfort: [783, 753, 875, 762]
column-3: [375, 42, 557, 1520]
weights-row: [378, 1092, 553, 1101]
court-date: MONDAY, MAY 8.: [434, 385, 497, 394]
weights-cell-st: 10: [521, 1142, 530, 1151]
corr-para: "Gentlemen,—I beg to acknowledge the receipt of your letter of the 2nd inst containing a proposal in the event of my resigning the incumbency of St. Michael's parish. After giving the subject my most earnest consideration, I have arrived at the same conclusion as that expressed by me in my letter of the 27th ultimo.: [378, 884, 554, 936]
article-music-hall: MUSIC HALL.—There was a good house on Saturday evening, when the Queen's Variety Troupe again appeared. To-night there will be a change of programme.: [15, 42, 190, 68]
corr-para: "Sir,—We, the undersigned members of the vestry of the parish of St. Michael and All Angels, hereby undertake to appropriate and pay to you a sum of two hundred pounds in the event of your complying within seven days from this date with the resolution suggesting your resignation, adopted at the annual parish meeting on 24th April last. This proposal must be understood to be withdrawn if not accepted within seven days.: [378, 686, 554, 755]
